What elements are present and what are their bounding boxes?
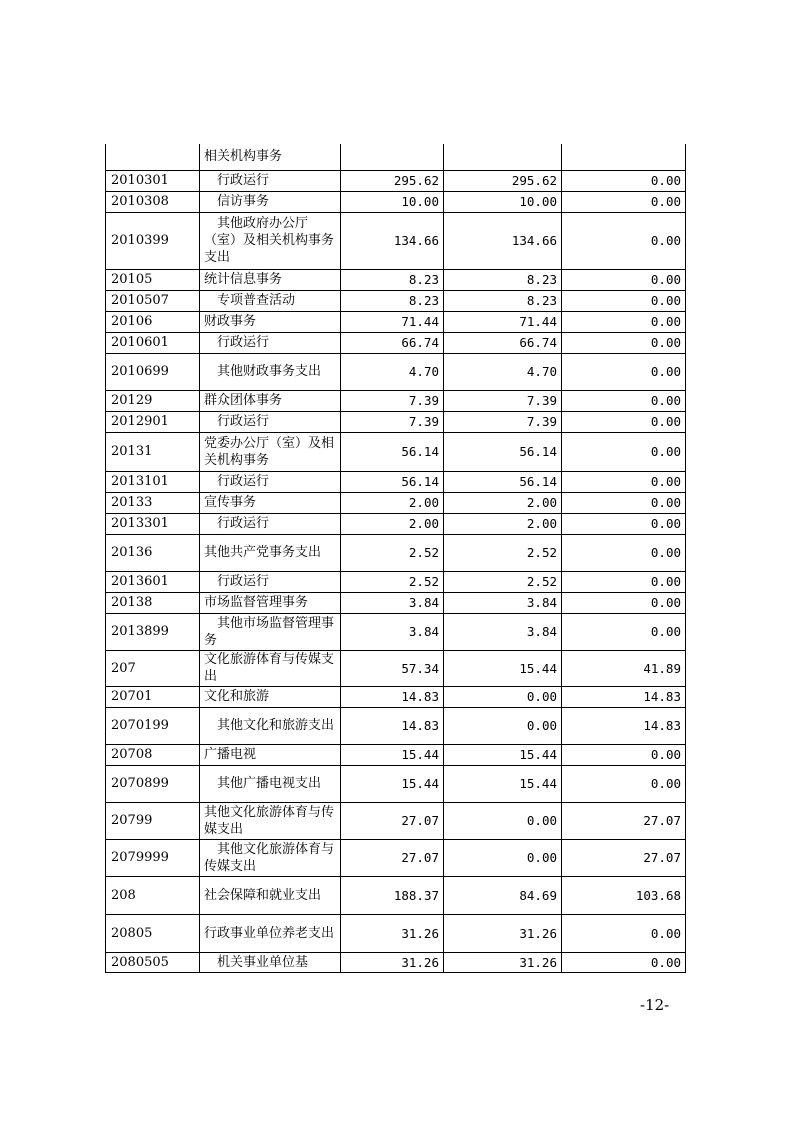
name-cell: 行政运行: [200, 571, 341, 592]
basic-cell: 7.39: [444, 411, 562, 432]
total-cell: 188.37: [341, 876, 444, 914]
code-cell: 2010601: [106, 332, 200, 353]
name-cell: 文化和旅游: [200, 686, 341, 707]
name-cell: 党委办公厅（室）及相关机构事务: [200, 432, 341, 471]
name-cell: 行政运行: [200, 513, 341, 534]
code-cell: 20799: [106, 802, 200, 839]
table-row: [106, 432, 686, 471]
basic-cell: 2.00: [444, 513, 562, 534]
table-row: [106, 170, 686, 191]
code-cell: 20708: [106, 744, 200, 765]
table-row: [106, 390, 686, 411]
total-cell: 14.83: [341, 707, 444, 744]
code-cell: 2070199: [106, 707, 200, 744]
budget-expenditure-table: [105, 144, 686, 973]
project-cell: 0.00: [562, 471, 686, 492]
project-cell: 0.00: [562, 411, 686, 432]
code-cell: 207: [106, 650, 200, 686]
basic-cell: 8.23: [444, 269, 562, 290]
code-cell: 208: [106, 876, 200, 914]
name-cell: 文化旅游体育与传媒支出: [200, 650, 341, 686]
table-row: [106, 802, 686, 839]
total-cell: 8.23: [341, 290, 444, 311]
project-cell: 0.00: [562, 914, 686, 952]
total-cell: 27.07: [341, 802, 444, 839]
project-cell: 0.00: [562, 212, 686, 269]
code-cell: 2070899: [106, 765, 200, 802]
basic-cell: 56.14: [444, 471, 562, 492]
table-row: [106, 613, 686, 650]
table-row: [106, 686, 686, 707]
project-cell: 0.00: [562, 492, 686, 513]
name-cell: 信访事务: [200, 191, 341, 212]
total-cell: 10.00: [341, 191, 444, 212]
basic-cell: 66.74: [444, 332, 562, 353]
project-cell: 0.00: [562, 613, 686, 650]
name-cell: 宣传事务: [200, 492, 341, 513]
project-cell: [562, 144, 686, 170]
code-cell: 2010399: [106, 212, 200, 269]
table-row: [106, 513, 686, 534]
total-cell: 31.26: [341, 952, 444, 972]
total-cell: 134.66: [341, 212, 444, 269]
name-cell: 其他文化和旅游支出: [200, 707, 341, 744]
project-cell: 41.89: [562, 650, 686, 686]
name-cell: 其他广播电视支出: [200, 765, 341, 802]
name-cell: 其他市场监督管理事务: [200, 613, 341, 650]
project-cell: 0.00: [562, 432, 686, 471]
name-cell: 社会保障和就业支出: [200, 876, 341, 914]
project-cell: 27.07: [562, 802, 686, 839]
code-cell: 2010301: [106, 170, 200, 191]
project-cell: 0.00: [562, 290, 686, 311]
code-cell: 20131: [106, 432, 200, 471]
code-cell: 2013899: [106, 613, 200, 650]
basic-cell: 8.23: [444, 290, 562, 311]
total-cell: 57.34: [341, 650, 444, 686]
name-cell: 广播电视: [200, 744, 341, 765]
total-cell: 4.70: [341, 353, 444, 390]
basic-cell: 295.62: [444, 170, 562, 191]
total-cell: 8.23: [341, 269, 444, 290]
basic-cell: 15.44: [444, 765, 562, 802]
basic-cell: 7.39: [444, 390, 562, 411]
name-cell: 其他财政事务支出: [200, 353, 341, 390]
code-cell: 20105: [106, 269, 200, 290]
project-cell: 0.00: [562, 390, 686, 411]
project-cell: 0.00: [562, 353, 686, 390]
code-cell: 2010507: [106, 290, 200, 311]
total-cell: 66.74: [341, 332, 444, 353]
basic-cell: 71.44: [444, 311, 562, 332]
name-cell: 机关事业单位基: [200, 952, 341, 972]
project-cell: 0.00: [562, 744, 686, 765]
code-cell: 20106: [106, 311, 200, 332]
total-cell: 2.52: [341, 534, 444, 571]
table-row: [106, 571, 686, 592]
code-cell: 20805: [106, 914, 200, 952]
total-cell: 7.39: [341, 390, 444, 411]
total-cell: 56.14: [341, 432, 444, 471]
code-cell: 20138: [106, 592, 200, 613]
project-cell: 0.00: [562, 170, 686, 191]
name-cell: 行政运行: [200, 170, 341, 191]
table-row: [106, 332, 686, 353]
name-cell: 相关机构事务: [200, 144, 341, 170]
total-cell: 2.00: [341, 513, 444, 534]
project-cell: 0.00: [562, 269, 686, 290]
basic-cell: 4.70: [444, 353, 562, 390]
total-cell: [341, 144, 444, 170]
table-row: [106, 144, 686, 170]
code-cell: 20133: [106, 492, 200, 513]
code-cell: 2010699: [106, 353, 200, 390]
table-row: [106, 534, 686, 571]
table-row: [106, 290, 686, 311]
basic-cell: 0.00: [444, 802, 562, 839]
table-row: [106, 592, 686, 613]
name-cell: 其他政府办公厅（室）及相关机构事务支出: [200, 212, 341, 269]
total-cell: 2.52: [341, 571, 444, 592]
code-cell: 2013101: [106, 471, 200, 492]
project-cell: 0.00: [562, 513, 686, 534]
table-row: [106, 952, 686, 972]
project-cell: 0.00: [562, 332, 686, 353]
table-row: [106, 269, 686, 290]
basic-cell: 3.84: [444, 613, 562, 650]
total-cell: 15.44: [341, 744, 444, 765]
name-cell: 其他共产党事务支出: [200, 534, 341, 571]
project-cell: 0.00: [562, 571, 686, 592]
basic-cell: [444, 144, 562, 170]
table-row: [106, 914, 686, 952]
name-cell: 专项普查活动: [200, 290, 341, 311]
project-cell: 0.00: [562, 765, 686, 802]
name-cell: 行政运行: [200, 332, 341, 353]
basic-cell: 31.26: [444, 952, 562, 972]
total-cell: 2.00: [341, 492, 444, 513]
table-row: [106, 839, 686, 876]
table-row: [106, 212, 686, 269]
basic-cell: 0.00: [444, 707, 562, 744]
project-cell: 0.00: [562, 311, 686, 332]
code-cell: 2010308: [106, 191, 200, 212]
total-cell: 31.26: [341, 914, 444, 952]
name-cell: 行政运行: [200, 411, 341, 432]
table-row: [106, 311, 686, 332]
name-cell: 群众团体事务: [200, 390, 341, 411]
total-cell: 3.84: [341, 613, 444, 650]
project-cell: 27.07: [562, 839, 686, 876]
code-cell: 20136: [106, 534, 200, 571]
page-number: -12-: [640, 996, 670, 1014]
basic-cell: 134.66: [444, 212, 562, 269]
basic-cell: 3.84: [444, 592, 562, 613]
table-row: [106, 650, 686, 686]
name-cell: 财政事务: [200, 311, 341, 332]
name-cell: 统计信息事务: [200, 269, 341, 290]
total-cell: 14.83: [341, 686, 444, 707]
basic-cell: 15.44: [444, 650, 562, 686]
name-cell: 行政运行: [200, 471, 341, 492]
name-cell: 其他文化旅游体育与传媒支出: [200, 802, 341, 839]
total-cell: 3.84: [341, 592, 444, 613]
code-cell: 20129: [106, 390, 200, 411]
table-row: [106, 353, 686, 390]
basic-cell: 2.52: [444, 534, 562, 571]
basic-cell: 15.44: [444, 744, 562, 765]
basic-cell: 2.52: [444, 571, 562, 592]
project-cell: 14.83: [562, 707, 686, 744]
project-cell: 0.00: [562, 952, 686, 972]
total-cell: 56.14: [341, 471, 444, 492]
basic-cell: 2.00: [444, 492, 562, 513]
name-cell: 其他文化旅游体育与传媒支出: [200, 839, 341, 876]
code-cell: 2013601: [106, 571, 200, 592]
total-cell: 27.07: [341, 839, 444, 876]
table-row: [106, 876, 686, 914]
basic-cell: 31.26: [444, 914, 562, 952]
code-cell: 20701: [106, 686, 200, 707]
table-row: [106, 765, 686, 802]
basic-cell: 0.00: [444, 839, 562, 876]
name-cell: 行政事业单位养老支出: [200, 914, 341, 952]
code-cell: 2012901: [106, 411, 200, 432]
project-cell: 14.83: [562, 686, 686, 707]
name-cell: 市场监督管理事务: [200, 592, 341, 613]
project-cell: 0.00: [562, 592, 686, 613]
total-cell: 71.44: [341, 311, 444, 332]
table-row: [106, 191, 686, 212]
table-body: [106, 144, 686, 972]
basic-cell: 56.14: [444, 432, 562, 471]
project-cell: 0.00: [562, 191, 686, 212]
project-cell: 103.68: [562, 876, 686, 914]
project-cell: 0.00: [562, 534, 686, 571]
table-row: [106, 492, 686, 513]
table-row: [106, 471, 686, 492]
table-row: [106, 744, 686, 765]
basic-cell: 10.00: [444, 191, 562, 212]
code-cell: [106, 144, 200, 170]
total-cell: 295.62: [341, 170, 444, 191]
code-cell: 2079999: [106, 839, 200, 876]
table-row: [106, 411, 686, 432]
code-cell: 2080505: [106, 952, 200, 972]
code-cell: 2013301: [106, 513, 200, 534]
total-cell: 15.44: [341, 765, 444, 802]
basic-cell: 84.69: [444, 876, 562, 914]
total-cell: 7.39: [341, 411, 444, 432]
table-row: [106, 707, 686, 744]
basic-cell: 0.00: [444, 686, 562, 707]
